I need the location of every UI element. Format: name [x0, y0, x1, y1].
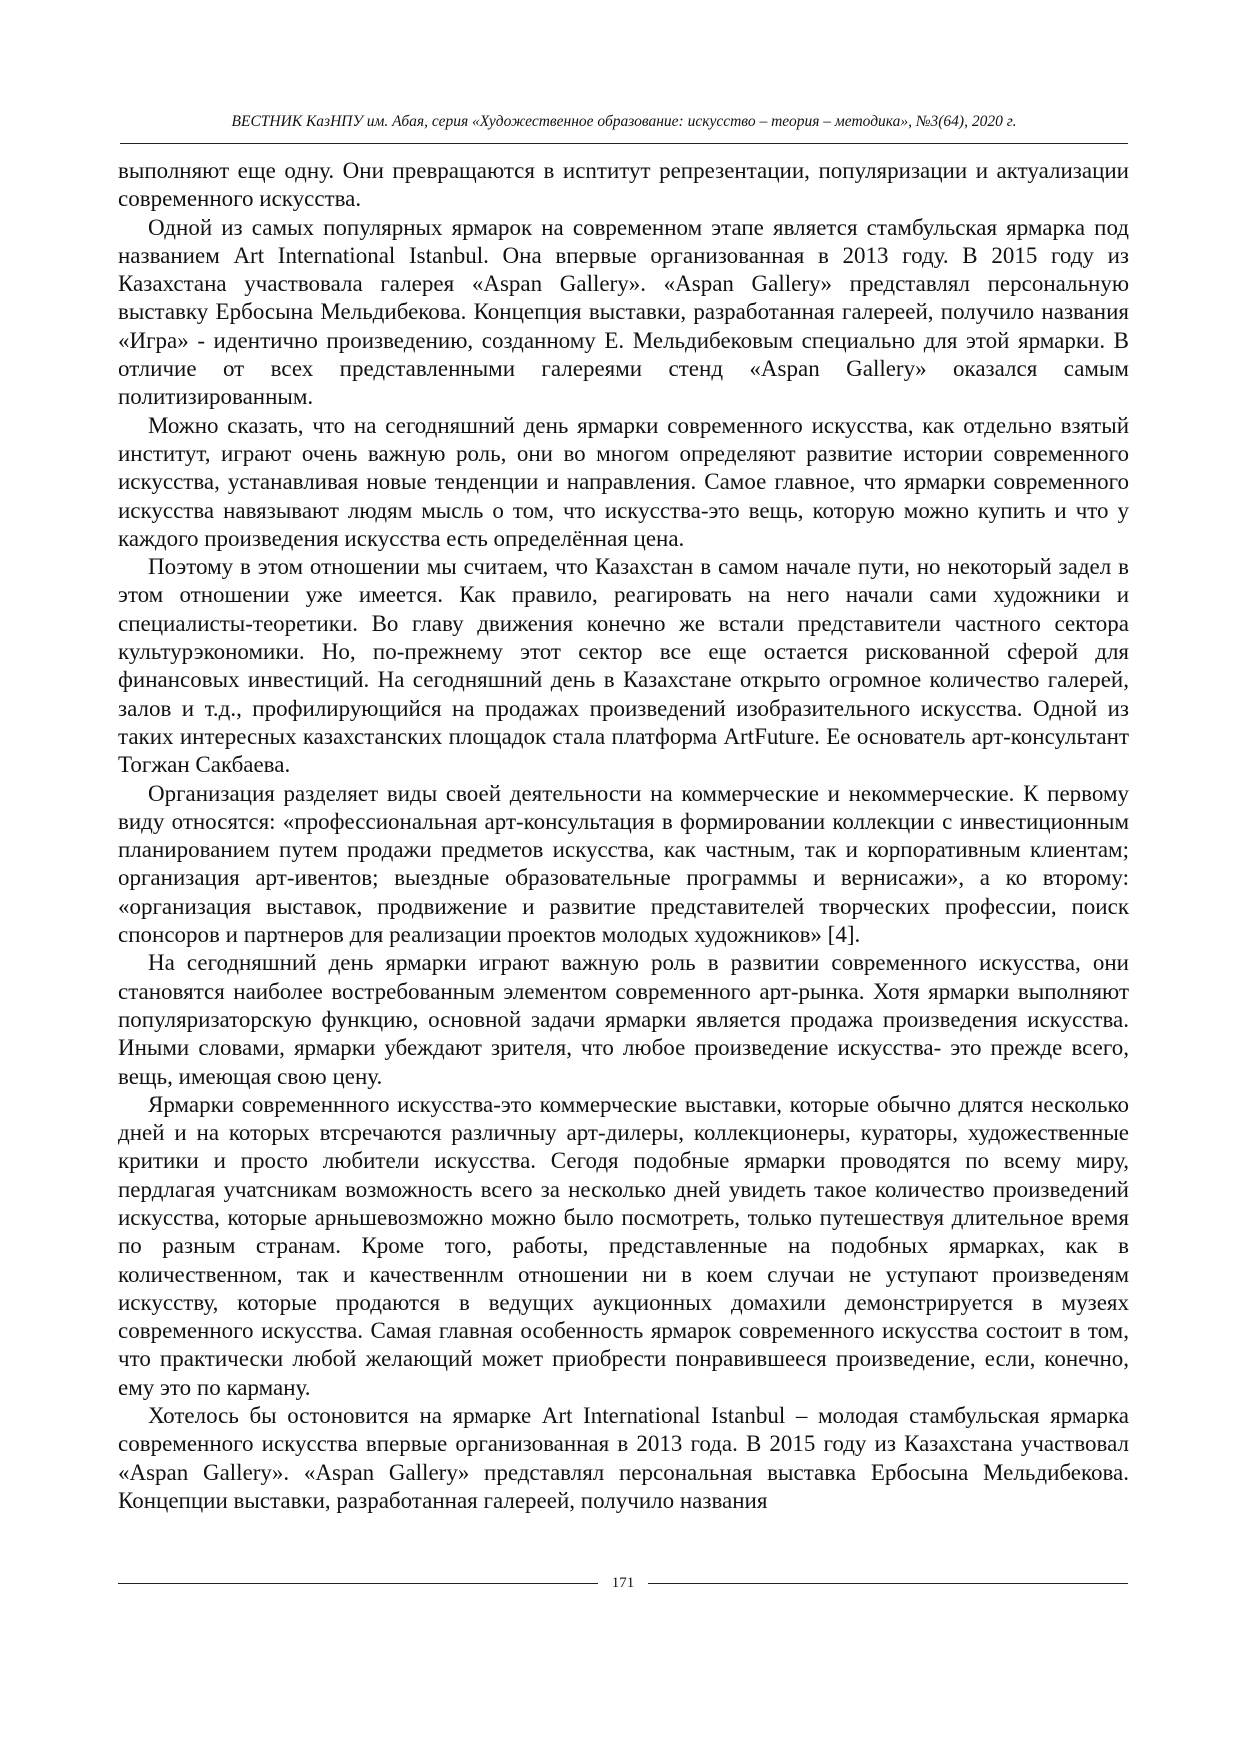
paragraph: Можно сказать, что на сегодняшний день ярмарки современного искусства, как отдельно взятый институт, играют очень важную роль, они во многом определяют развитие истории современного искусства, устанавливая новые тенденции и направления. Самое главное, что ярмарки современного искусства навязывают людям мысль о том, что искусства-это вещь, которую можно купить и что у каждого произведения искусства есть определённая цена.: [118, 412, 1129, 551]
paragraph: Поэтому в этом отношении мы считаем, что Казахстан в самом начале пути, но некоторый задел в этом отношении уже имеется. Как правило, реагировать на него начали сами художники и специалисты-теоретики. Во главу движения конечно же встали представители частного сектора культурэкономики. Но, по-прежнему этот сектор все еще остается рискованной сферой для финансовых инвестиций. На сегодняшний день в Казахстане открыто огромное количество галерей, залов и т.д., профилирующийся на продажах произведений изобразительного искусства. Одной из таких интересных казахстанских площадок стала платформа ArtFuture. Ее основатель арт-консультант Тогжан Сакбаева.: [118, 554, 1129, 778]
paragraph: Организация разделяет виды своей деятельности на коммерческие и некоммерческие. К первому виду относятся: «профессиональная арт-консультация в формировании коллекции с инвестиционным планированием путем продажи предметов искусства, как частным, так и корпоративным клиентам; организация арт-ивентов; выездные образовательные программы и вернисажи», а ко второму: «организация выставок, продвижение и развитие представителей творческих профессии, поиск спонсоров и партнеров для реализации проектов молодых художников» [4].: [118, 780, 1129, 948]
paragraph: Ярмарки современнного искусства-это коммерческие выставки, которые обычно длятся несколько дней и на которых втсречаются различныу арт-дилеры, коллекционеры, кураторы, художественные критики и просто любители искусства. Сегодя подобные ярмарки проводятся по всему миру, пердлагая учатсникам возможность всего за несколько дней увидеть такое количество произведений искусства, которые арньшевозможно можно было посмотреть, только путешествуя длительное время по разным странам. Кроме того, работы, представленные на подобных ярмарках, как в количественном, так и качественнлм отношении ни в коем случаи не уступают произведеням искусству, которые продаются в ведущих аукционных домахили демонстрируется в музеях современного искусства. Самая главная особенность ярмарок современного искусства состоит в том, что практически любой желающий может приобрести понравившееся произведение, если, конечно, ему это по карману.: [118, 1091, 1129, 1400]
paragraph: Одной из самых популярных ярмарок на современном этапе является стамбульская ярмарка под названием Art International Istanbul. Она впервые организованная в 2013 году. В 2015 году из Казахстана участвовала галерея «Aspan Gallery». «Aspan Gallery» представлял персональную выставку Ербосына Мельдибекова. Концепция выставки, разработанная галереей, получило названия «Игра» - идентично произведению, созданному Е. Мельдибековым специально для этой ярмарки. В отличие от всех представленными галереями стенд «Aspan Gallery» оказался самым политизированным.: [118, 214, 1129, 410]
header-divider: [120, 143, 1128, 144]
footer-divider-left: [118, 1583, 598, 1584]
running-header: ВЕСТНИК КазНПУ им. Абая, серия «Художественное образование: искусство – теория – методика», №3(64), 2020 г.: [231, 113, 1017, 130]
paragraph-last: Хотелось бы остоновится на ярмарке Art International Istanbul – молодая стамбульская ярмарка современного искусства впервые организованная в 2013 года. В 2015 году из Казахстана участвовал «Aspan Gallery». «Aspan Gallery» представлял персональная выставка Ербосына Мельдибекова. Концепции выставки, разработанная галереей, получило названия: [118, 1403, 1129, 1513]
page-number: 171: [611, 1575, 635, 1591]
paragraph: На сегодняшний день ярмарки играют важную роль в развитии современного искусства, они становятся наиболее востребованным элементом современного арт-рынка. Хотя ярмарки выполняют популяризаторскую функцию, основной задачи ярмарки является продажа произведения искусства. Иными словами, ярмарки убеждают зрителя, что любое произведение искусства- это прежде всего, вещь, имеющая свою цену.: [118, 950, 1129, 1089]
paragraph-continuation: выполняют еще одну. Они превращаются в исnтитут репрезентации, популяризации и актуализации современного искусства.: [118, 158, 1129, 212]
article-body: [118, 157, 1129, 1515]
footer-divider-right: [648, 1583, 1128, 1584]
